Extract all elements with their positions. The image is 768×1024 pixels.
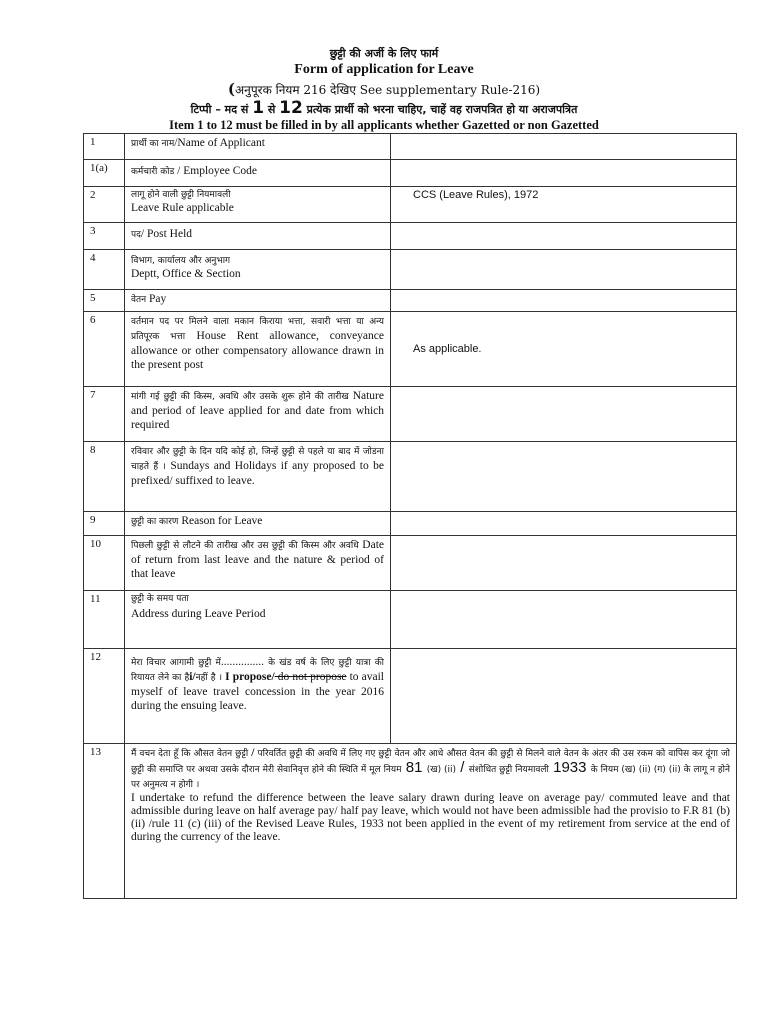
row-number: 6 <box>84 312 125 387</box>
row-address <box>84 591 737 649</box>
row-pay <box>84 290 737 312</box>
row-number: 11 <box>84 591 125 649</box>
propose-option[interactable]: I propose/ <box>222 671 275 683</box>
row-ltc <box>84 649 737 744</box>
label-english: Nature and period of leave applied for and date from which required <box>131 390 384 431</box>
name-of-applicant-field[interactable] <box>391 134 737 160</box>
rule-open-paren: ( <box>227 80 236 98</box>
row-undertaking <box>84 744 737 899</box>
label-hindi: मांगी गई छुट्टी की किस्म, अवधि और उसके शुरू होने की तारीख <box>131 392 349 402</box>
do-not-propose-option[interactable]: do not propose <box>274 671 347 683</box>
row-number: 2 <box>84 187 125 223</box>
label-english: Address during Leave Period <box>131 608 266 620</box>
sundays-holidays-field[interactable] <box>391 442 737 512</box>
reason-field[interactable] <box>391 512 737 536</box>
undertaking-hindi: संशोधित छुट्टी नियमावली <box>468 765 549 775</box>
field-label <box>125 442 391 512</box>
label-hindi: पद <box>131 230 141 240</box>
label-english: Reason for Leave <box>178 515 263 527</box>
label-separator: / <box>174 165 184 177</box>
label-english: Deptt, Office & Section <box>131 268 241 280</box>
field-label <box>125 312 391 387</box>
undertaking-hindi: (ख) (ii) <box>426 765 457 775</box>
allowances-field[interactable]: As applicable. <box>391 312 737 387</box>
row-number: 1(a) <box>84 160 125 187</box>
label-english: Sundays and Holidays if any proposed to be prefixed/ suffixed to leave. <box>131 460 384 487</box>
employee-code-field[interactable] <box>391 160 737 187</box>
row-number: 12 <box>84 649 125 744</box>
leave-form-table <box>83 133 737 899</box>
form-hindi-title: छुट्टी की अर्जी के लिए फार्म <box>329 47 439 60</box>
label-english: to avail myself of leave travel concession in the year 2016 during the ensuing leave. <box>131 671 384 712</box>
field-label <box>125 591 391 649</box>
undertaking-english: I undertake to refund the difference between the leave salary drawn during leave on average pay/ commuted leave and that admissible during leave on half average pay/ half pay leave, which would not have been admissible had the provisio to F.R 81 (b) (ii) /rule 11 (c) (iii) of the Revised Leave Rules, 1933 not been applied in the event of my retirement from service at the end of during the currency of the leave. <box>131 792 730 843</box>
post-held-field[interactable] <box>391 223 737 250</box>
label-english: Name of Applicant <box>177 137 265 149</box>
note-hindi-prefix: टिप्पी – मद सं <box>190 103 253 116</box>
field-label <box>125 187 391 223</box>
blank-dots: ............... <box>220 656 264 668</box>
field-label <box>125 134 391 160</box>
label-hindi: मेरा विचार आगामी छुट्टी में <box>131 658 221 668</box>
row-number: 3 <box>84 223 125 250</box>
last-leave-field[interactable] <box>391 536 737 591</box>
label-hindi: नहीं है । <box>195 673 223 683</box>
row-employee-code <box>84 160 737 187</box>
label-separator: / <box>140 228 147 240</box>
undertaking-hindi: के नियम (ख) (ii) (ग) (ii) के लागू न होने पर अनुमत्य न होगी । <box>131 765 730 790</box>
label-english: Post Held <box>146 228 193 240</box>
label-english: Leave Rule applicable <box>131 202 234 214</box>
label-hindi: के खंड वर्ष के लिए छुट्टी यात्रा की रियायत लेने का है <box>131 658 385 683</box>
row-reason <box>84 512 737 536</box>
label-hindi: वर्तमान पद पर मिलने वाला मकान किराया भत्ता, सवारी भत्ता या अन्य प्रतिपूरक भत्ता <box>131 317 384 342</box>
undertaking-hindi: मैं वचन देता हूँ कि औसत वेतन छुट्टी <box>131 749 249 759</box>
field-label <box>125 223 391 250</box>
note-hindi-one: 1 <box>252 98 265 118</box>
label-hindi: प्रार्थी का नाम <box>131 139 175 149</box>
label-hindi: पिछली छुट्टी से लौटने की तारीख और उस छुट्टी की किस्म और अवधि <box>131 541 359 551</box>
note-hindi-suffix: प्रत्येक प्रार्थी को भरना चाहिए, चाहें वह राजपत्रित हो या अराजपत्रित <box>302 103 578 116</box>
rule-reference <box>0 80 768 98</box>
note-hindi-twelve: 12 <box>279 98 303 118</box>
row-number: 13 <box>84 744 125 899</box>
form-title: Form of application for Leave <box>294 62 474 77</box>
label-hindi: रविवार और छुट्टी के दिन यदि कोई हो, जिन्हें छुट्टी से पहले या बाद में जोडना चाहते हैं । <box>131 447 384 472</box>
label-hindi: लागू होने वाली छुट्टी नियमावली <box>131 190 231 200</box>
row-post-held <box>84 223 737 250</box>
field-label <box>125 387 391 442</box>
note-hindi-mid: से <box>264 103 280 116</box>
label-hindi: वेतन <box>131 295 147 305</box>
label-hindi: छुट्टी के समय पता <box>131 594 189 604</box>
label-hindi: छुट्टी का कारण <box>131 517 179 527</box>
rule-number-81: 81 <box>401 759 427 776</box>
row-nature-of-leave <box>84 387 737 442</box>
department-field[interactable] <box>391 250 737 290</box>
label-separator: i/ <box>189 671 196 683</box>
field-label <box>125 290 391 312</box>
rule-year-1933: 1933 <box>548 759 591 776</box>
rule-reference-text: अनुपूरक नियम 216 देखिए See supplementary Rule-216) <box>235 83 541 97</box>
undertaking-text <box>125 744 737 899</box>
label-separator: / <box>174 137 178 149</box>
label-english: House Rent allowance, conveyance allowance or other compensatory allowance drawn in the present post <box>131 330 385 371</box>
row-number: 1 <box>84 134 125 160</box>
field-label <box>125 512 391 536</box>
row-number: 4 <box>84 250 125 290</box>
row-number: 8 <box>84 442 125 512</box>
field-label <box>125 536 391 591</box>
row-name <box>84 134 737 160</box>
leave-rule-field[interactable]: CCS (Leave Rules), 1972 <box>391 187 737 223</box>
note-english: Item 1 to 12 must be filled in by all applicants whether Gazetted or non Gazetted <box>169 118 599 132</box>
row-sundays-holidays <box>84 442 737 512</box>
field-label <box>125 649 391 744</box>
row-department <box>84 250 737 290</box>
label-english: Pay <box>146 293 167 305</box>
pay-field[interactable] <box>391 290 737 312</box>
undertaking-hindi: परिवर्तित छुट्टी की अवधि में लिए गए छुट्टी वेतन और आधे औसत वेतन की छुट्टी से मिलने वाले वेतन के अंतर की उस रकम को वापिस कर दूंगा जो छुट्टी की समाप्ति पर अथवा उसके दौरान मेरी सेवानिवृत्त होने की स्थिति में मूल नियम <box>131 749 730 775</box>
address-field[interactable] <box>391 591 737 649</box>
label-hindi: कर्मचारी कोड <box>131 167 175 177</box>
ltc-field[interactable] <box>391 649 737 744</box>
row-allowances <box>84 312 737 387</box>
nature-of-leave-field[interactable] <box>391 387 737 442</box>
field-label <box>125 250 391 290</box>
row-number: 7 <box>84 387 125 442</box>
row-last-leave <box>84 536 737 591</box>
row-leave-rule <box>84 187 737 223</box>
row-number: 5 <box>84 290 125 312</box>
row-number: 9 <box>84 512 125 536</box>
label-hindi: विभाग, कार्यालय और अनुभाग <box>131 256 231 266</box>
label-separator: / <box>248 747 258 759</box>
label-english: Employee Code <box>183 165 258 177</box>
note-hindi <box>0 98 768 118</box>
label-english: Date of return from last leave and the nature & period of that leave <box>131 539 384 580</box>
field-label <box>125 160 391 187</box>
label-separator: / <box>456 759 469 776</box>
row-number: 10 <box>84 536 125 591</box>
